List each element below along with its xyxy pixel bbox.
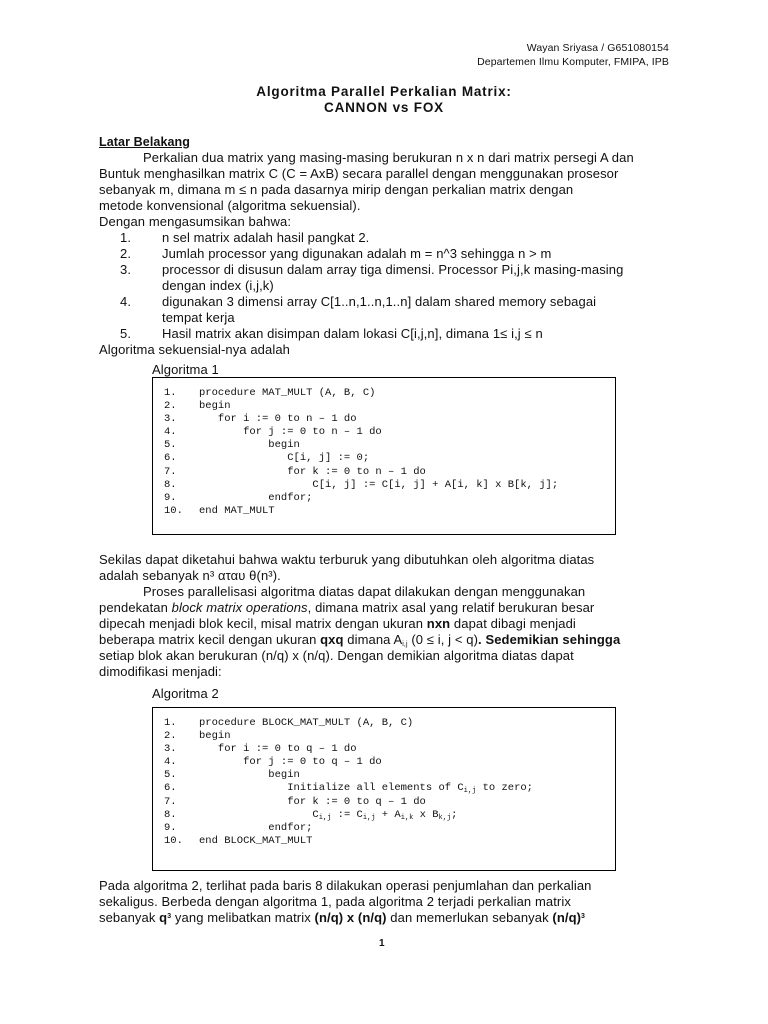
list-item-text: n sel matrix adalah hasil pangkat 2.: [162, 230, 370, 245]
intro-line-3: sebanyak m, dimana m ≤ n pada dasarnya mirip dengan perkalian matrix dengan: [99, 182, 574, 197]
code-line: 6. C[i, j] := 0;: [164, 452, 370, 465]
para2-line-8: dimodifikasi menjadi:: [99, 664, 222, 679]
list-item-number: 3.: [120, 262, 132, 277]
code-line: 4. for j := 0 to n – 1 do: [164, 426, 382, 439]
para2-line-5: dipecah menjadi blok kecil, misal matrix dengan ukuran nxn dapat dibagi menjadi: [99, 616, 576, 631]
sequential-intro: Algoritma sekuensial-nya adalah: [99, 342, 290, 357]
para2-line-2: adalah sebanyak n³ αταυ θ(n³).: [99, 568, 281, 583]
list-item-text: Hasil matrix akan disimpan dalam lokasi C[i,j,n], dimana 1≤ i,j ≤ n: [162, 326, 543, 341]
algo2-code-box: [152, 707, 616, 871]
list-item-text: dengan index (i,j,k): [162, 278, 274, 293]
code-line: 8. C[i, j] := C[i, j] + A[i, k] x B[k, j];: [164, 478, 559, 491]
code-line: 5. begin: [164, 439, 300, 452]
list-item-number: 1.: [120, 230, 132, 245]
algo1-code-box: [152, 377, 616, 535]
title-line-2: CANNON vs FOX: [324, 100, 444, 115]
list-item-number: 4.: [120, 294, 132, 309]
code-line: 8. $C_{i,j}$ := $C_{i,j} + A_{i,k}$ x $B_{k,j}$;: [164, 808, 458, 822]
title-line-1: Algoritma Parallel Perkalian Matrix:: [256, 84, 512, 99]
para2-line-3: Proses parallelisasi algoritma diatas dapat dilakukan dengan menggunakan: [143, 584, 586, 599]
code-line: 6. Initialize all elements of $C_{i,j}$ to zero;: [164, 782, 533, 796]
code-line: 10. end MAT_MULT: [164, 504, 275, 517]
list-item-text: tempat kerja: [162, 310, 235, 325]
list-item-text: processor di disusun dalam array tiga dimensi. Processor Pi,j,k masing-masing: [162, 262, 624, 277]
intro-line-2: Buntuk menghasilkan matrix C (C = AxB) secara parallel dengan menggunakan prosesor: [99, 166, 619, 181]
code-line: 5. begin: [164, 769, 300, 782]
code-line: 2. begin: [164, 730, 231, 743]
code-line: 1. procedure MAT_MULT (A, B, C): [164, 387, 376, 399]
section-heading: Latar Belakang: [99, 135, 191, 149]
author-line: Wayan Sriyasa / G651080154: [526, 42, 669, 54]
code-line: 7. for k := 0 to n – 1 do: [164, 465, 426, 478]
code-line: 9. endfor;: [164, 491, 313, 504]
code-line: 7. for k := 0 to q – 1 do: [164, 795, 426, 808]
para2-line-7: setiap blok akan berukuran (n/q) x (n/q). Dengan demikian algoritma diatas dapat: [99, 648, 574, 663]
list-item-number: 5.: [120, 326, 132, 341]
para3-line-3: sebanyak $q^3$ yang melibatkan matrix (n/q) x (n/q) dan memerlukan sebanyak $(n/q)^3$: [99, 910, 586, 925]
intro-line-1: Perkalian dua matrix yang masing-masing berukuran n x n dari matrix persegi A dan: [143, 150, 634, 165]
algo1-label: Algoritma 1: [152, 362, 219, 377]
para2-line-4: pendekatan block matrix operations, dimana matrix asal yang relatif berukuran besar: [99, 600, 595, 615]
code-line: 4. for j := 0 to q – 1 do: [164, 756, 382, 769]
para2-line-1: Sekilas dapat diketahui bahwa waktu terburuk yang dibutuhkan oleh algoritma diatas: [99, 552, 595, 567]
assumption-intro: Dengan mengasumsikan bahwa:: [99, 214, 292, 229]
code-line: 3. for i := 0 to q – 1 do: [164, 743, 357, 756]
list-item-number: 2.: [120, 246, 132, 261]
intro-line-4: metode konvensional (algoritma sekuensial).: [99, 198, 361, 213]
code-line: 2. begin: [164, 400, 231, 413]
code-line: 9. endfor;: [164, 821, 313, 834]
page-number: 1: [379, 938, 385, 949]
para3-line-2: sekaligus. Berbeda dengan algoritma 1, pada algoritma 2 terjadi perkalian matrix: [99, 894, 571, 909]
algo2-label: Algoritma 2: [152, 686, 219, 701]
list-item-text: digunakan 3 dimensi array C[1..n,1..n,1..n] dalam shared memory sebagai: [162, 294, 597, 309]
para2-line-6: beberapa matrix kecil dengan ukuran qxq dimana $A_{i,j}$ (0 ≤ i, j < q). Sedemikian sehingga: [99, 632, 621, 648]
code-line: 10. end BLOCK_MAT_MULT: [164, 834, 313, 847]
list-item-text: Jumlah processor yang digunakan adalah m = n^3 sehingga n > m: [162, 246, 552, 261]
code-line: 3. for i := 0 to n – 1 do: [164, 413, 357, 426]
department-line: Departemen Ilmu Komputer, FMIPA, IPB: [477, 56, 669, 68]
para3-line-1: Pada algoritma 2, terlihat pada baris 8 dilakukan operasi penjumlahan dan perkalian: [99, 878, 592, 893]
code-line: 1. procedure BLOCK_MAT_MULT (A, B, C): [164, 717, 414, 729]
